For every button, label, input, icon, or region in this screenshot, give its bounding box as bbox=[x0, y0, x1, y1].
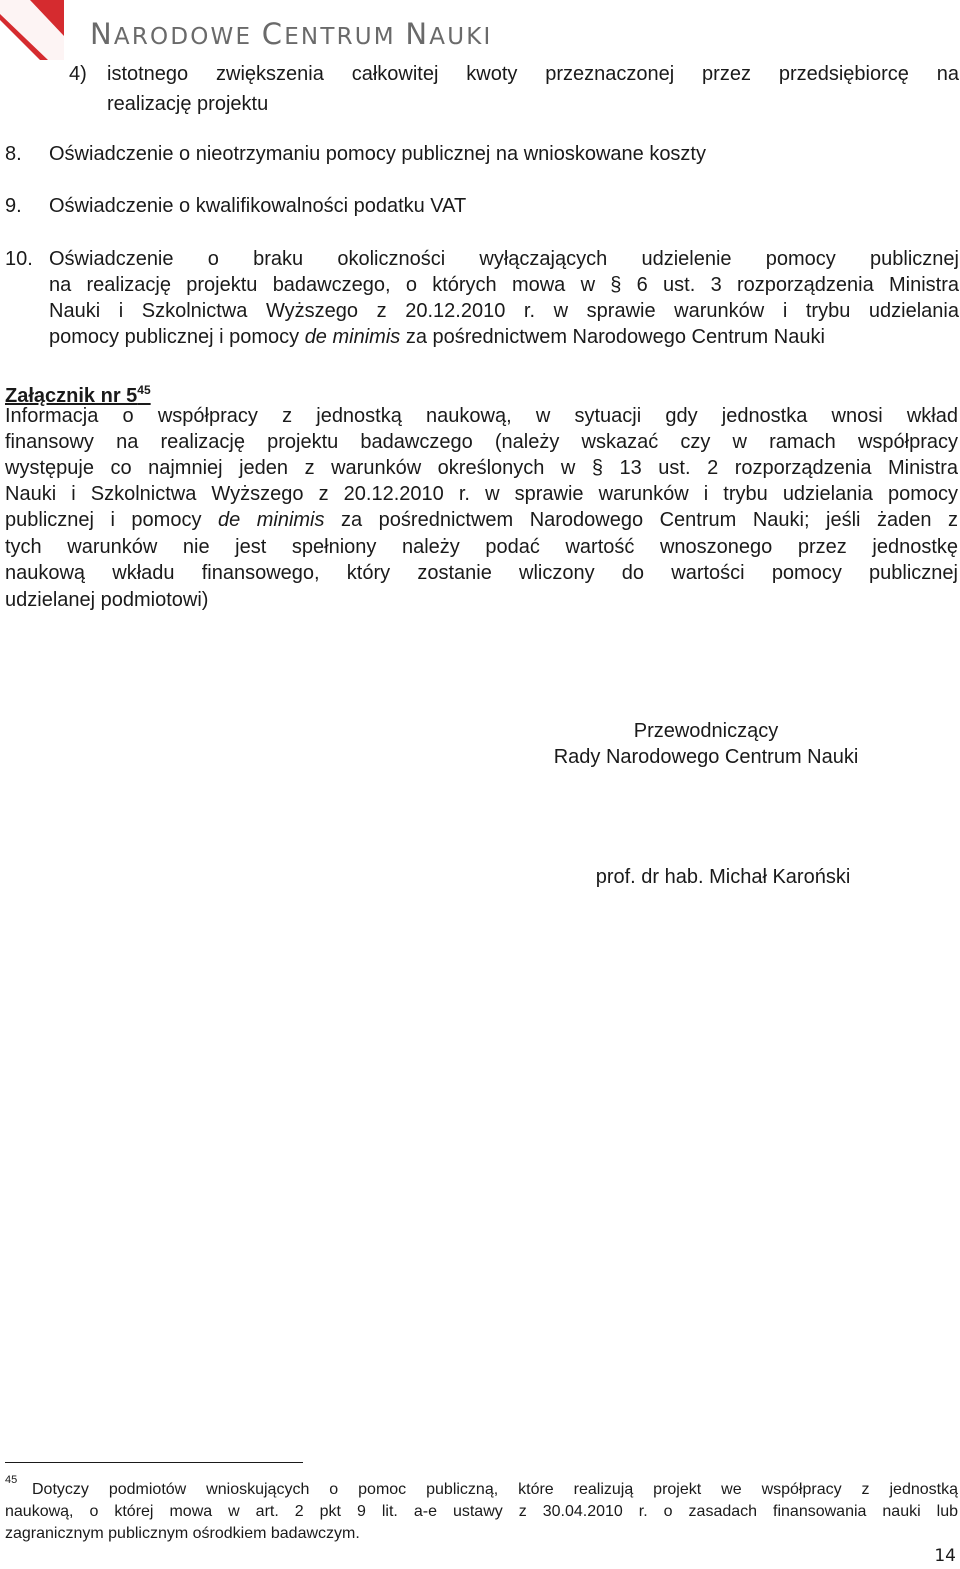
ncn-logo-icon bbox=[0, 0, 64, 60]
annex-text: publicznej i pomocy de minimis za pośrednictwem Narodowego Centrum Nauki; jeśli żaden z bbox=[5, 509, 959, 531]
annex-text: udzielanej podmiotowi) bbox=[5, 589, 209, 611]
list-item-text: Oświadczenie o nieotrzymaniu pomocy publicznej na wnioskowane koszty bbox=[49, 143, 706, 165]
footnote-divider bbox=[5, 1462, 303, 1463]
annex-text: finansowy na realizację projektu badawczego (należy wskazać czy w ramach współpracy bbox=[5, 431, 958, 453]
page-header bbox=[0, 0, 960, 62]
annex-text: Informacja o współpracy z jednostką naukową, w sytuacji gdy jednostka wnosi wkład bbox=[5, 405, 958, 427]
annex-text: tych warunków nie jest spełniony należy podać wartość wnoszonego przez jednostkę bbox=[5, 536, 958, 558]
organization-name: NARODOWE CENTRUM NAUKI bbox=[90, 17, 493, 51]
annex-text: naukową wkładu finansowego, który zostanie wliczony do wartości pomocy publicznej bbox=[5, 562, 958, 584]
footnote-ref: 45 bbox=[137, 383, 151, 397]
annex-text: występuje co najmniej jeden z warunków określonych w § 13 ust. 2 rozporządzenia Ministra bbox=[5, 457, 958, 479]
list-item-text: na realizację projektu badawczego, o których mowa w § 6 ust. 3 rozporządzenia Ministra bbox=[49, 274, 959, 296]
signature-role: Przewodniczący bbox=[633, 720, 779, 742]
footnote-text: naukową, o której mowa w art. 2 pkt 9 lit. a-e ustawy z 30.04.2010 r. o zasadach finansowania nauki lub bbox=[5, 1503, 958, 1520]
list-item-text: realizację projektu bbox=[107, 93, 269, 115]
footnote-text: Dotyczy podmiotów wnioskujących o pomoc publiczną, które realizują projekt we współpracy z jednostką bbox=[32, 1481, 958, 1498]
list-item-text: istotnego zwiększenia całkowitej kwoty przeznaczonej przez przedsiębiorcę na bbox=[107, 63, 959, 85]
list-item-label: 10. bbox=[5, 248, 33, 270]
list-item-text: pomocy publicznej i pomocy de minimis za pośrednictwem Narodowego Centrum Nauki bbox=[49, 326, 825, 348]
list-item-text: Oświadczenie o braku okoliczności wyłączających udzielenie pomocy publicznej bbox=[49, 248, 959, 270]
list-item-text: Nauki i Szkolnictwa Wyższego z 20.12.2010 r. w sprawie warunków i trybu udzielania bbox=[49, 300, 959, 322]
signature-role: Rady Narodowego Centrum Nauki bbox=[553, 746, 859, 768]
list-item-label: 4) bbox=[69, 63, 87, 85]
annex-text: Nauki i Szkolnictwa Wyższego z 20.12.2010 r. w sprawie warunków i trybu udzielania pomocy bbox=[5, 483, 958, 505]
list-item-label: 9. bbox=[5, 195, 22, 217]
list-item-text: Oświadczenie o kwalifikowalności podatku VAT bbox=[49, 195, 467, 217]
list-item-label: 8. bbox=[5, 143, 22, 165]
annex-title: Załącznik nr $5^{45}$ bbox=[5, 383, 151, 407]
footnote-number: 45 bbox=[5, 1474, 18, 1486]
page-number: 14 bbox=[934, 1546, 956, 1566]
signature-name: prof. dr hab. Michał Karoński bbox=[595, 866, 851, 888]
footnote-text: zagranicznym publicznym ośrodkiem badawczym. bbox=[5, 1525, 360, 1542]
